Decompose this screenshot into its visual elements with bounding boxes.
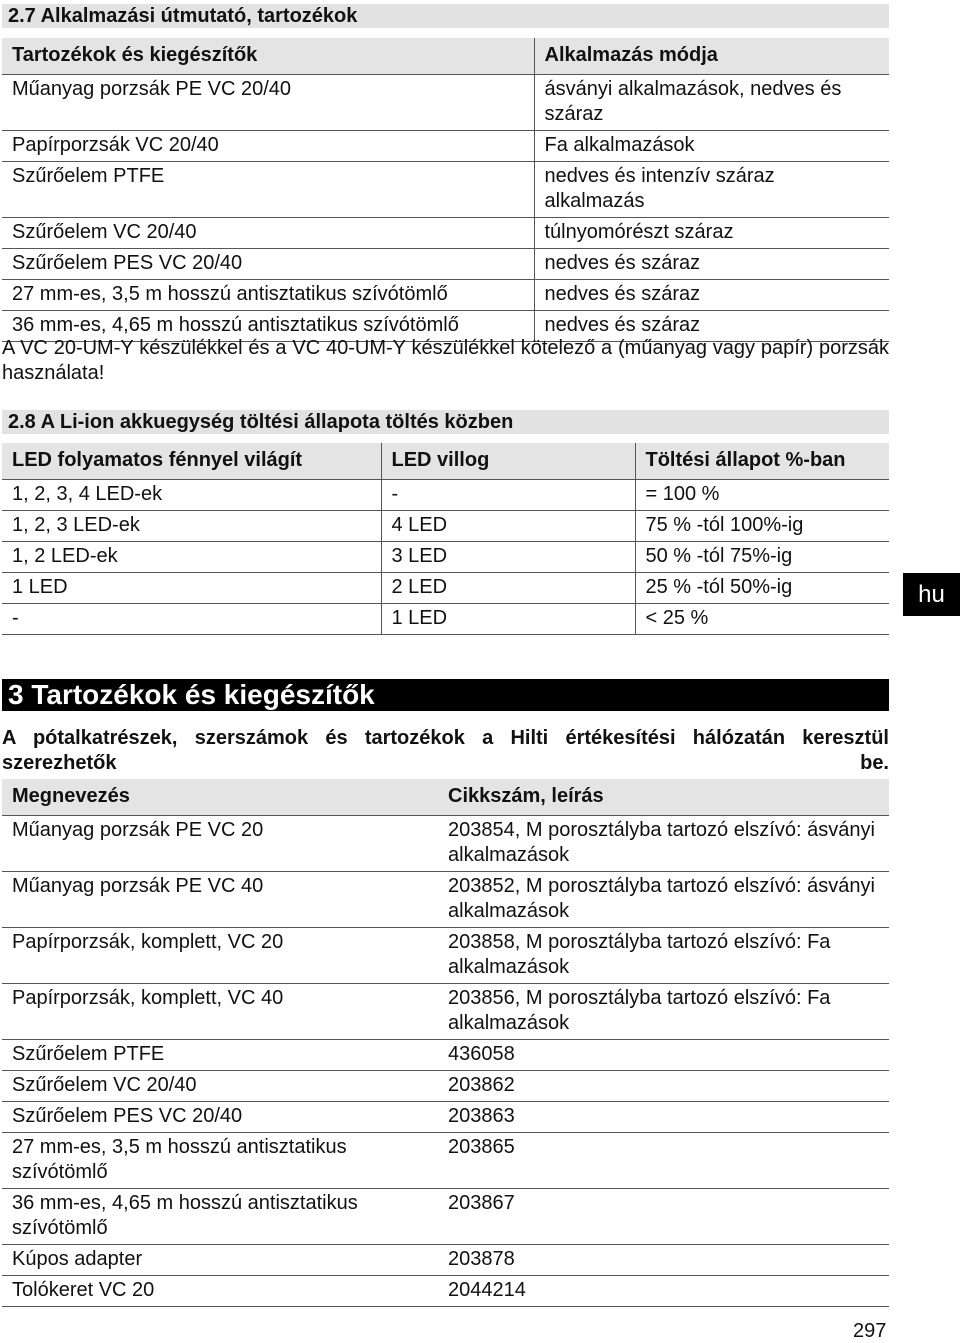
led-blinking: - <box>381 480 635 511</box>
accessory-name: Szűrőelem PTFE <box>2 162 534 218</box>
table-row <box>2 872 889 928</box>
accessory-name: Papírporzsák VC 20/40 <box>2 131 534 162</box>
header-charge-percent: Töltési állapot %-ban <box>635 443 889 480</box>
item-name: 27 mm-es, 3,5 m hosszú antisztatikus szívótömlő <box>2 1133 438 1189</box>
dust-bag-note: A VC 20-UM-Y készülékkel és a VC 40-UM-Y készülékkel kötelező a (műanyag vagy papír) porzsák használata! <box>2 337 889 384</box>
item-article: 203867 <box>438 1189 889 1245</box>
item-article: 203856, M porosztályba tartozó elszívó: Fa alkalmazások <box>438 984 889 1040</box>
led-steady: 1, 2, 3 LED-ek <box>2 511 381 542</box>
table-row <box>2 1245 889 1276</box>
header-led-blinking: LED villog <box>381 443 635 480</box>
table-row <box>2 928 889 984</box>
table-row <box>2 1189 889 1245</box>
table-row <box>2 1071 889 1102</box>
header-usage: Alkalmazás módja <box>534 38 889 75</box>
item-article: 203863 <box>438 1102 889 1133</box>
usage-mode: nedves és száraz <box>534 249 889 280</box>
accessory-name: Szűrőelem VC 20/40 <box>2 218 534 249</box>
charge-percent: 50 % -tól 75%-ig <box>635 542 889 573</box>
led-steady: 1 LED <box>2 573 381 604</box>
section-3-title: 3 Tartozékok és kiegészítők <box>2 679 889 711</box>
charge-state-table <box>2 443 889 635</box>
usage-mode: nedves és száraz <box>534 311 889 342</box>
table-row <box>2 542 889 573</box>
item-article: 203878 <box>438 1245 889 1276</box>
item-name: Szűrőelem VC 20/40 <box>2 1071 438 1102</box>
header-article-number: Cikkszám, leírás <box>438 779 889 816</box>
led-blinking: 2 LED <box>381 573 635 604</box>
table-row <box>2 984 889 1040</box>
language-tab: hu <box>903 573 960 616</box>
section-27-title: 2.7 Alkalmazási útmutató, tartozékok <box>2 4 889 28</box>
table-row <box>2 511 889 542</box>
page-number: 297 <box>853 1320 887 1342</box>
accessories-usage-table <box>2 38 889 342</box>
table-row <box>2 604 889 635</box>
accessory-name: 36 mm-es, 4,65 m hosszú antisztatikus szívótömlő <box>2 311 534 342</box>
charge-percent: < 25 % <box>635 604 889 635</box>
table-row <box>2 162 889 218</box>
item-name: Műanyag porzsák PE VC 40 <box>2 872 438 928</box>
table-row <box>2 75 889 131</box>
accessory-name: 27 mm-es, 3,5 m hosszú antisztatikus szívótömlő <box>2 280 534 311</box>
item-article: 203854, M porosztályba tartozó elszívó: ásványi alkalmazások <box>438 816 889 872</box>
item-name: Kúpos adapter <box>2 1245 438 1276</box>
item-name: Szűrőelem PTFE <box>2 1040 438 1071</box>
table-row <box>2 1102 889 1133</box>
item-article: 436058 <box>438 1040 889 1071</box>
led-steady: 1, 2, 3, 4 LED-ek <box>2 480 381 511</box>
table-row <box>2 573 889 604</box>
item-name: Papírporzsák, komplett, VC 40 <box>2 984 438 1040</box>
led-steady: - <box>2 604 381 635</box>
header-led-steady: LED folyamatos fénnyel világít <box>2 443 381 480</box>
accessory-name: Szűrőelem PES VC 20/40 <box>2 249 534 280</box>
item-article: 203862 <box>438 1071 889 1102</box>
led-steady: 1, 2 LED-ek <box>2 542 381 573</box>
charge-percent: = 100 % <box>635 480 889 511</box>
item-article: 203858, M porosztályba tartozó elszívó: Fa alkalmazások <box>438 928 889 984</box>
section-28-title: 2.8 A Li-ion akkuegység töltési állapota töltés közben <box>2 410 889 434</box>
table-row <box>2 1133 889 1189</box>
led-blinking: 3 LED <box>381 542 635 573</box>
usage-mode: ásványi alkalmazások, nedves és száraz <box>534 75 889 131</box>
item-name: Tolókeret VC 20 <box>2 1276 438 1307</box>
item-name: 36 mm-es, 4,65 m hosszú antisztatikus szívótömlő <box>2 1189 438 1245</box>
accessory-name: Műanyag porzsák PE VC 20/40 <box>2 75 534 131</box>
charge-percent: 75 % -tól 100%-ig <box>635 511 889 542</box>
table-row <box>2 218 889 249</box>
usage-mode: túlnyomórészt száraz <box>534 218 889 249</box>
item-name: Műanyag porzsák PE VC 20 <box>2 816 438 872</box>
table-row <box>2 280 889 311</box>
item-article: 203865 <box>438 1133 889 1189</box>
header-accessories: Tartozékok és kiegészítők <box>2 38 534 75</box>
item-name: Papírporzsák, komplett, VC 20 <box>2 928 438 984</box>
table-row <box>2 816 889 872</box>
led-blinking: 1 LED <box>381 604 635 635</box>
table-row <box>2 249 889 280</box>
section-3-intro: A pótalkatrészek, szerszámok és tartozékok a Hilti értékesítési hálózatán keresztül szerezhetők be. <box>2 727 889 774</box>
header-name: Megnevezés <box>2 779 438 816</box>
usage-mode: Fa alkalmazások <box>534 131 889 162</box>
charge-percent: 25 % -tól 50%-ig <box>635 573 889 604</box>
accessories-list-table <box>2 779 889 1307</box>
usage-mode: nedves és intenzív száraz alkalmazás <box>534 162 889 218</box>
table-row <box>2 131 889 162</box>
table-row <box>2 1040 889 1071</box>
led-blinking: 4 LED <box>381 511 635 542</box>
table-row <box>2 1276 889 1307</box>
item-article: 2044214 <box>438 1276 889 1307</box>
item-name: Szűrőelem PES VC 20/40 <box>2 1102 438 1133</box>
usage-mode: nedves és száraz <box>534 280 889 311</box>
item-article: 203852, M porosztályba tartozó elszívó: ásványi alkalmazások <box>438 872 889 928</box>
table-row <box>2 480 889 511</box>
